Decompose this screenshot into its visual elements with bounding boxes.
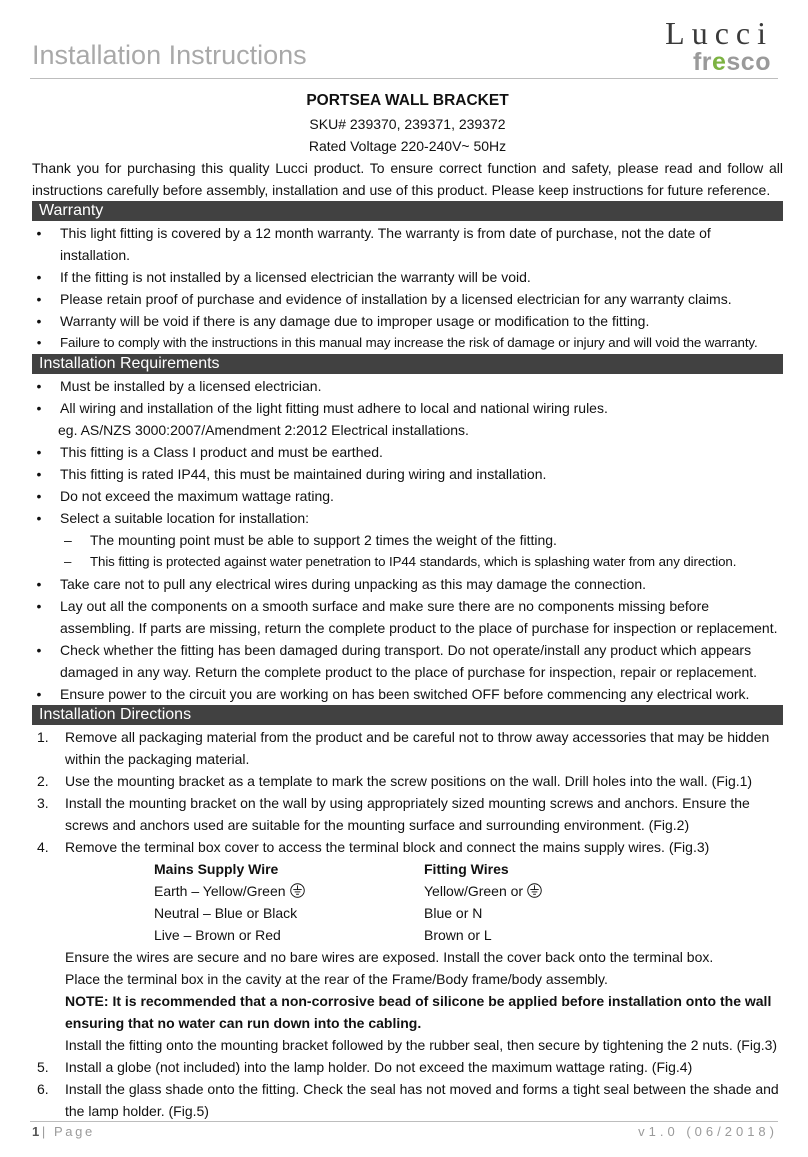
step-item: 5. Install a globe (not included) into the lamp holder. Do not exceed the maximum wattage rating. (Fig.4) — [37, 1059, 693, 1075]
list-item: • All wiring and installation of the light fitting must adhere to local and national wiring rules. — [36, 400, 608, 416]
mains-wire-column — [154, 858, 404, 946]
brand-logo — [665, 14, 773, 76]
list-item: • This fitting is rated IP44, this must be maintained during wiring and installation. — [36, 466, 547, 482]
wire-row: Yellow/Green or — [424, 880, 674, 902]
logo-wordmark: Lucci — [665, 15, 773, 51]
wiring-table — [32, 858, 783, 946]
wire-row: Earth – Yellow/Green — [154, 880, 404, 902]
page-number: 1| Page — [32, 1124, 95, 1139]
wire-row: Blue or N — [424, 905, 483, 921]
product-sku: SKU# 239370, 239371, 239372 — [309, 116, 506, 132]
step-item: 2. Use the mounting bracket as a template to mark the screw positions on the wall. Drill holes into the wall. (Fig.1) — [37, 773, 753, 789]
step-paragraph: Ensure the wires are secure and no bare wires are exposed. Install the cover back onto the terminal box. — [65, 949, 714, 965]
list-item: • Must be installed by a licensed electrician. — [36, 378, 322, 394]
step-item: 6. Install the glass shade onto the fitting. Check the seal has not moved and forms a tight seal between the shade and the lamp holder. (Fig.5) — [37, 1081, 779, 1119]
mains-wire-heading: Mains Supply Wire — [154, 861, 279, 877]
header-divider — [30, 78, 778, 79]
wire-row: Neutral – Blue or Black — [154, 905, 298, 921]
document-title: Installation Instructions — [32, 40, 307, 70]
section-heading-directions: Installation Directions — [32, 705, 783, 725]
step-paragraph: Place the terminal box in the cavity at the rear of the Frame/Body frame/body assembly. — [65, 971, 608, 987]
fitting-wire-heading: Fitting Wires — [424, 861, 509, 877]
list-item: • This light fitting is covered by a 12 month warranty. The warranty is from date of purchase, not the date of installation. — [36, 225, 711, 263]
wire-row: Brown or L — [424, 927, 492, 943]
step-item: 1. Remove all packaging material from the product and be careful not to throw away accessories that may be hidden within the packaging material. — [37, 729, 770, 767]
sub-list-item: – The mounting point must be able to support 2 times the weight of the fitting. — [64, 532, 557, 548]
section-heading-warranty: Warranty — [32, 201, 783, 221]
wire-row: Live – Brown or Red — [154, 927, 281, 943]
list-item: • Check whether the fitting has been damaged during transport. Do not operate/install any product which appears damaged in any way. Return the complete product to the place of purchase for inspection, repair or replacement. — [36, 642, 758, 680]
list-item: • Lay out all the components on a smooth surface and make sure there are no components missing before assembling. If parts are missing, return the complete product to the place of purchase for inspection or replacement. — [36, 598, 778, 636]
rated-voltage: Rated Voltage 220-240V~ 50Hz — [308, 138, 507, 154]
earth-ground-icon — [527, 883, 542, 898]
logo-subbrand: fresco — [692, 48, 771, 76]
step-item: 3. Install the mounting bracket on the wall by using appropriately sized mounting screws and anchors. Ensure the screws and anchors used are suitable for the mounting surface and surrounding environment. (Fig.2) — [37, 795, 750, 833]
list-item: • This fitting is a Class I product and must be earthed. — [36, 444, 383, 460]
list-item: • Warranty will be void if there is any damage due to improper usage or modification to the fitting. — [36, 313, 650, 329]
intro-paragraph: Thank you for purchasing this quality Lucci product. To ensure correct function and safety, please read and follow all instructions carefully before assembly, installation and use of this product. Please keep instructions for future reference. — [32, 160, 783, 198]
section-heading-requirements: Installation Requirements — [32, 354, 783, 374]
list-item: • Do not exceed the maximum wattage rating. — [36, 488, 334, 504]
step-paragraph: Install the fitting onto the mounting bracket followed by the rubber seal, then secure by tightening the 2 nuts. (Fig.3) — [65, 1037, 778, 1053]
list-item: • Select a suitable location for installation: — [36, 510, 310, 526]
list-item: • If the fitting is not installed by a licensed electrician the warranty will be void. — [36, 269, 531, 285]
earth-ground-icon — [290, 883, 305, 898]
step-item: 4. Remove the terminal box cover to access the terminal block and connect the mains supply wires. (Fig.3) — [37, 839, 710, 855]
footer-divider — [30, 1121, 778, 1122]
silicone-note: NOTE: It is recommended that a non-corrosive bead of silicone be applied before installation onto the wall ensuring that no water can run down into the cabling. — [65, 993, 772, 1031]
document-body — [32, 89, 783, 1122]
version-label: v1.0 (06/2018) — [638, 1124, 778, 1139]
list-item: • Failure to comply with the instructions in this manual may increase the risk of damage or injury and will void the warranty. — [36, 335, 758, 350]
fitting-wire-column — [424, 858, 674, 946]
sub-list-item: – This fitting is protected against water penetration to IP44 standards, which is splashing water from any direction. — [64, 554, 737, 569]
list-item: • Ensure power to the circuit you are working on has been switched OFF before commencing any electrical work. — [36, 686, 750, 702]
product-title: PORTSEA WALL BRACKET — [306, 92, 509, 109]
list-item-continuation: eg. AS/NZS 3000:2007/Amendment 2:2012 Electrical installations. — [58, 422, 469, 438]
list-item: • Please retain proof of purchase and evidence of installation by a licensed electrician for any warranty claims. — [36, 291, 732, 307]
list-item: • Take care not to pull any electrical wires during unpacking as this may damage the connection. — [36, 576, 646, 592]
